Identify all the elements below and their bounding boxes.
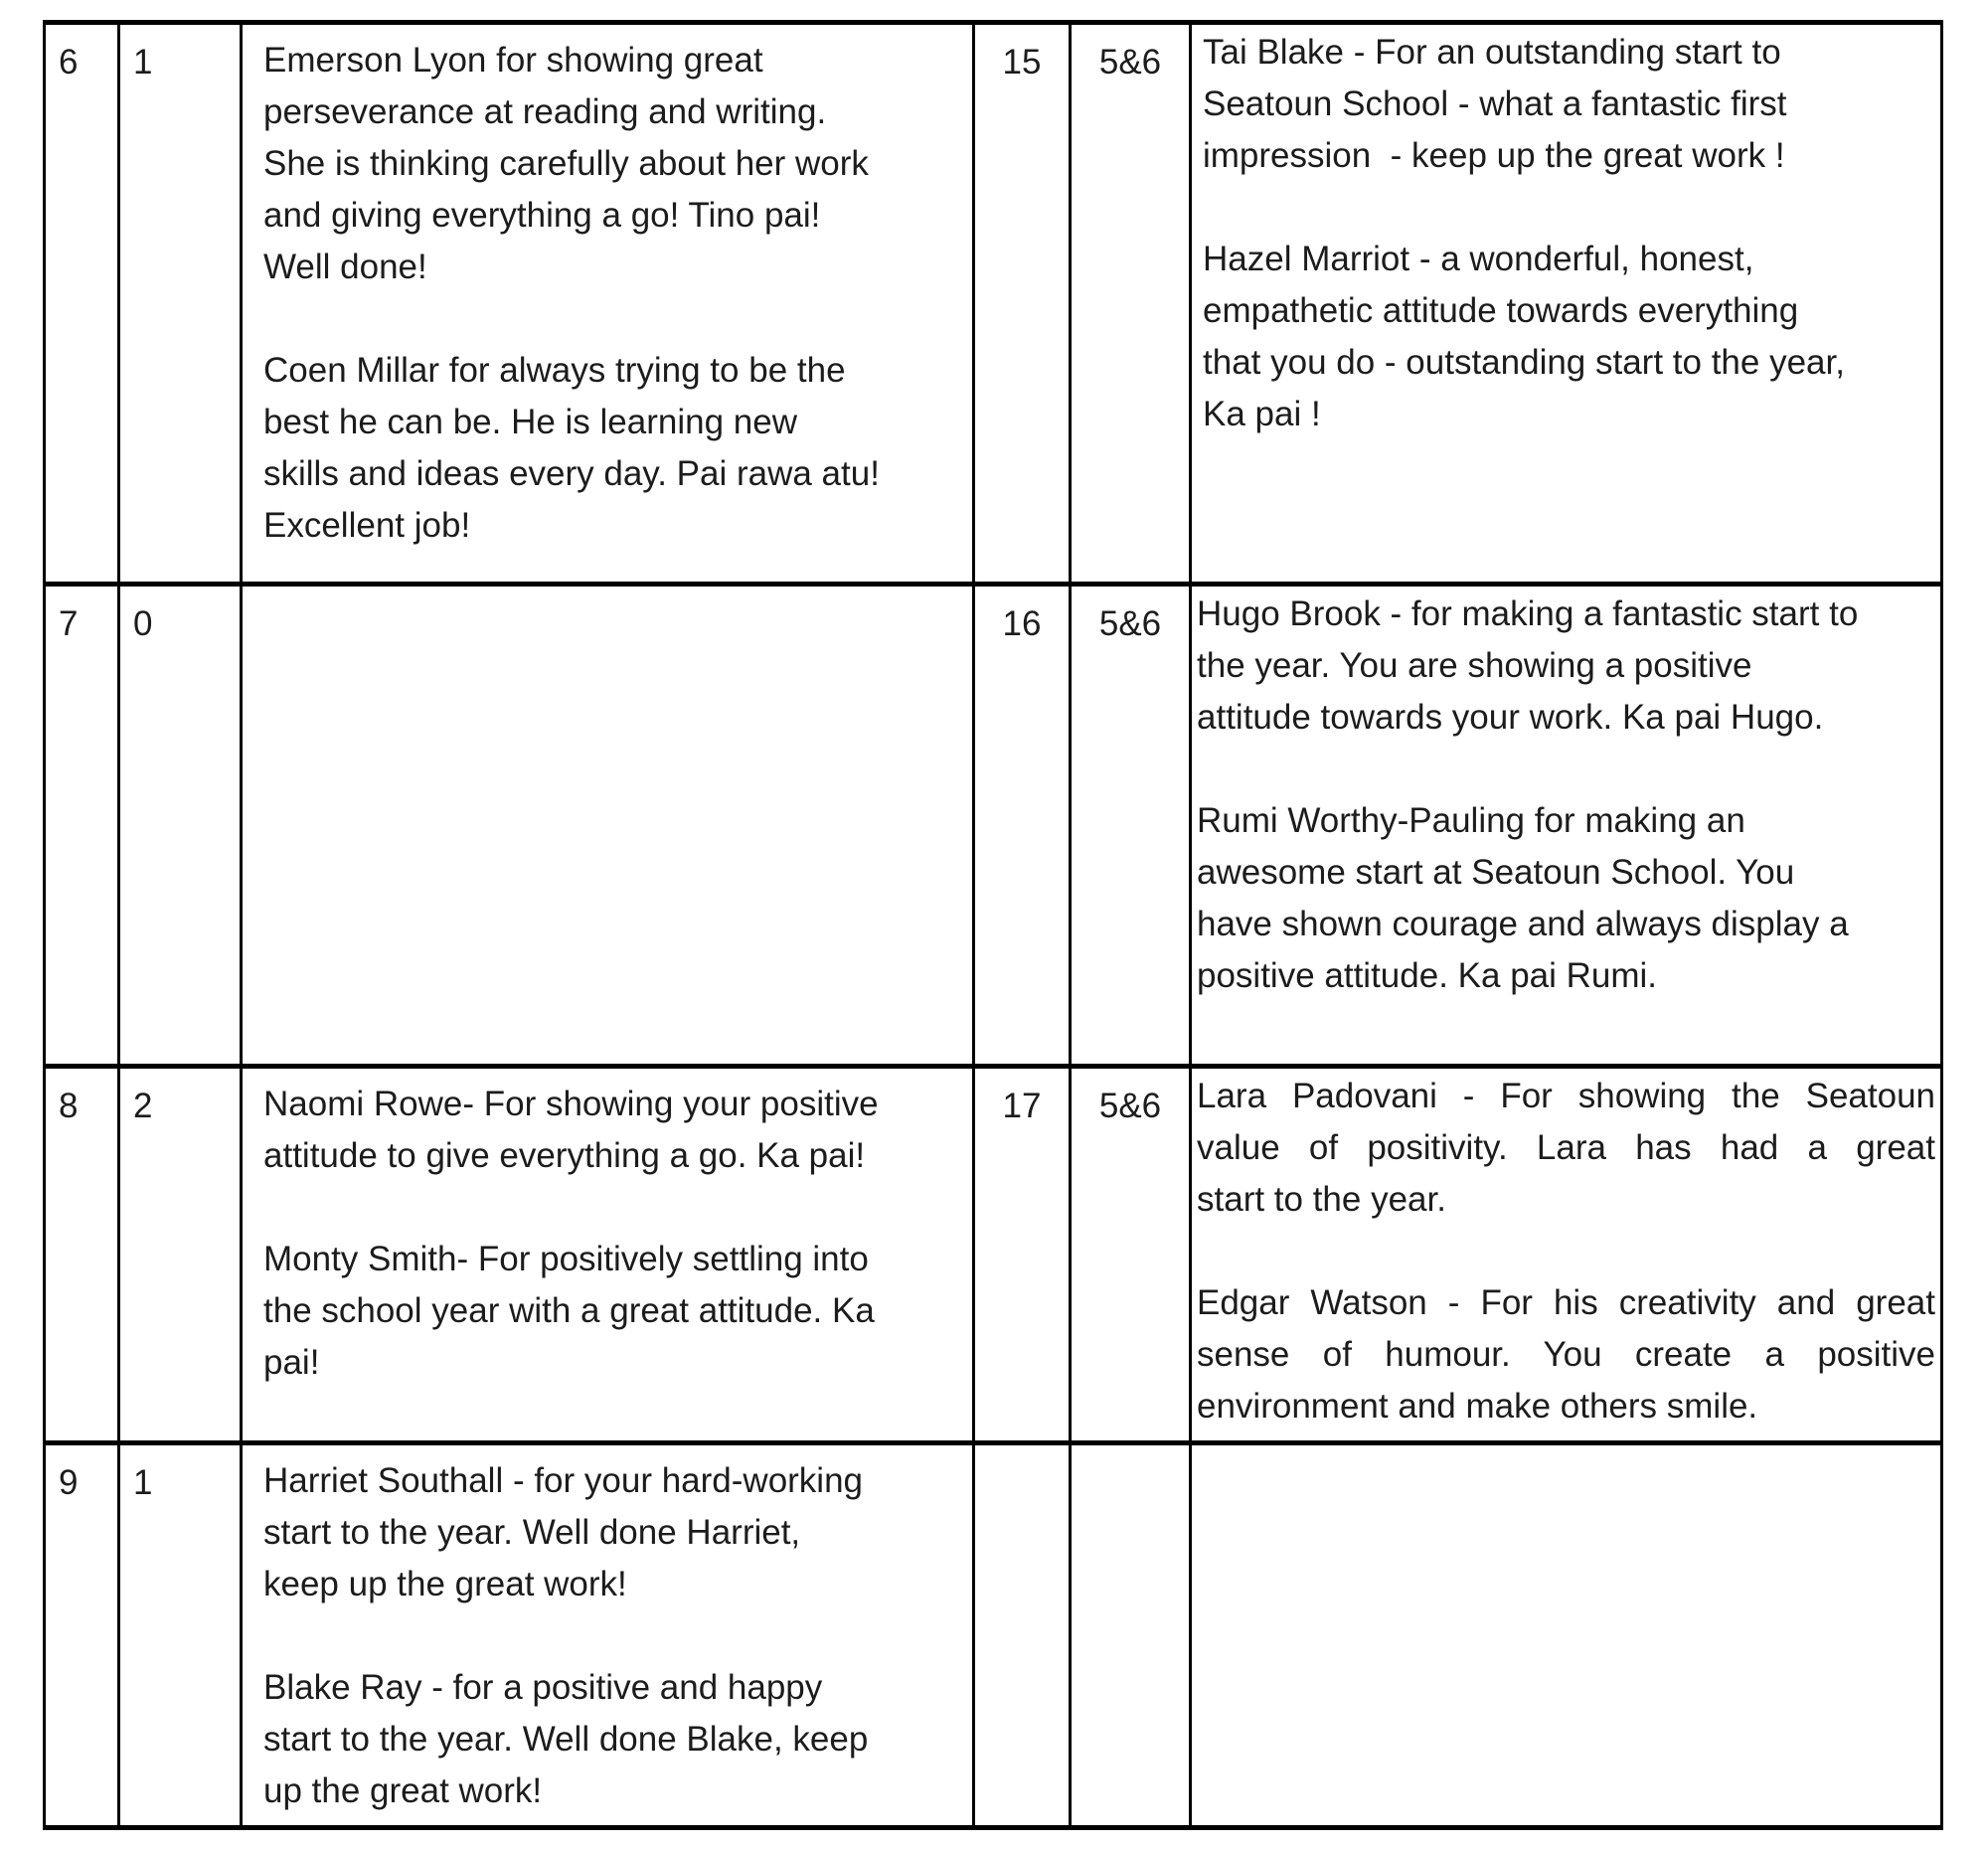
award-count-cell: 1 [119, 23, 242, 585]
table-row [45, 1443, 1942, 1828]
room-number-cell: 6 [45, 23, 119, 585]
award-text-cell [242, 23, 974, 585]
text-line: Seatoun School - what a fantastic first [1203, 84, 1787, 123]
award-count-cell: 1 [119, 1443, 242, 1828]
text-line: Monty Smith- For positively settling into [263, 1240, 869, 1278]
blank-line [1197, 1226, 1935, 1277]
table-row [45, 1067, 1942, 1443]
text-line: and giving everything a go! Tino pai! [263, 196, 821, 235]
award-text-cell [1191, 1067, 1942, 1443]
text-line: Ka pai ! [1203, 395, 1321, 433]
text-line: attitude to give everything a go. Ka pai! [263, 1136, 866, 1175]
text-line: Tai Blake - For an outstanding start to [1203, 33, 1781, 72]
text-line: skills and ideas every day. Pai rawa atu! [263, 454, 880, 493]
text-line: start to the year. Well done Harriet, [263, 1513, 801, 1552]
text-line: Lara Padovani - For showing the Seatoun [1197, 1077, 1935, 1115]
award-count-cell: 2 [119, 1067, 242, 1443]
text-line: She is thinking carefully about her work [263, 144, 869, 183]
text-line: start to the year. Well done Blake, keep [263, 1720, 869, 1759]
text-line: best he can be. He is learning new [263, 403, 797, 441]
blank-line [263, 1610, 958, 1662]
year-group-cell: 5&6 [1071, 1067, 1191, 1443]
text-line: that you do - outstanding start to the year, [1203, 343, 1845, 382]
text-line: the school year with a great attitude. Ka [263, 1291, 875, 1330]
award-text-cell [1191, 23, 1942, 585]
text-line: keep up the great work! [263, 1565, 627, 1603]
text-line: perseverance at reading and writing. [263, 92, 827, 131]
text-line: environment and make others smile. [1197, 1387, 1758, 1426]
text-line: the year. You are showing a positive [1197, 646, 1752, 685]
text-line: start to the year. [1197, 1180, 1446, 1219]
text-line: impression - keep up the great work ! [1203, 136, 1785, 175]
text-line: Hazel Marriot - a wonderful, honest, [1203, 240, 1754, 278]
blank-line [1203, 182, 1930, 234]
text-line: Harriet Southall - for your hard-working [263, 1461, 864, 1500]
text-line: have shown courage and always display a [1197, 905, 1849, 943]
text-line: awesome start at Seatoun School. You [1197, 853, 1795, 892]
text-line: Excellent job! [263, 506, 471, 545]
text-line: Blake Ray - for a positive and happy [263, 1668, 823, 1707]
table-row [45, 23, 1942, 585]
award-text-cell [1191, 1443, 1942, 1828]
room-number-cell: 15 [974, 23, 1071, 585]
text-line: Well done! [263, 248, 427, 286]
text-line: Naomi Rowe- For showing your positive [263, 1085, 879, 1123]
award-text-cell [242, 1067, 974, 1443]
room-number-cell: 9 [45, 1443, 119, 1828]
text-line: Coen Millar for always trying to be the [263, 351, 846, 390]
awards-table [43, 20, 1943, 1830]
text-line: up the great work! [263, 1771, 543, 1810]
year-group-cell: 5&6 [1071, 23, 1191, 585]
text-line: Hugo Brook - for making a fantastic start to [1197, 594, 1859, 633]
text-line: pai! [263, 1343, 320, 1382]
text-line: positive attitude. Ka pai Rumi. [1197, 956, 1658, 995]
award-count-cell: 0 [119, 585, 242, 1067]
text-line: Emerson Lyon for showing great [263, 41, 763, 80]
award-text-cell [242, 585, 974, 1067]
awards-table-body [45, 23, 1942, 1828]
blank-line [263, 1182, 958, 1234]
year-group-cell [1071, 1443, 1191, 1828]
text-line: empathetic attitude towards everything [1203, 291, 1799, 330]
room-number-cell: 8 [45, 1067, 119, 1443]
blank-line [263, 293, 958, 345]
table-row [45, 585, 1942, 1067]
text-line: value of positivity. Lara has had a great [1197, 1128, 1935, 1167]
year-group-cell: 5&6 [1071, 585, 1191, 1067]
text-line: sense of humour. You create a positive [1197, 1335, 1935, 1374]
text-line: attitude towards your work. Ka pai Hugo. [1197, 698, 1824, 737]
text-line: Edgar Watson - For his creativity and great [1197, 1283, 1935, 1322]
room-number-cell: 16 [974, 585, 1071, 1067]
award-text-cell [242, 1443, 974, 1828]
room-number-cell: 17 [974, 1067, 1071, 1443]
text-line: Rumi Worthy-Pauling for making an [1197, 801, 1745, 840]
award-text-cell [1191, 585, 1942, 1067]
room-number-cell [974, 1443, 1071, 1828]
room-number-cell: 7 [45, 585, 119, 1067]
blank-line [1197, 744, 1935, 795]
